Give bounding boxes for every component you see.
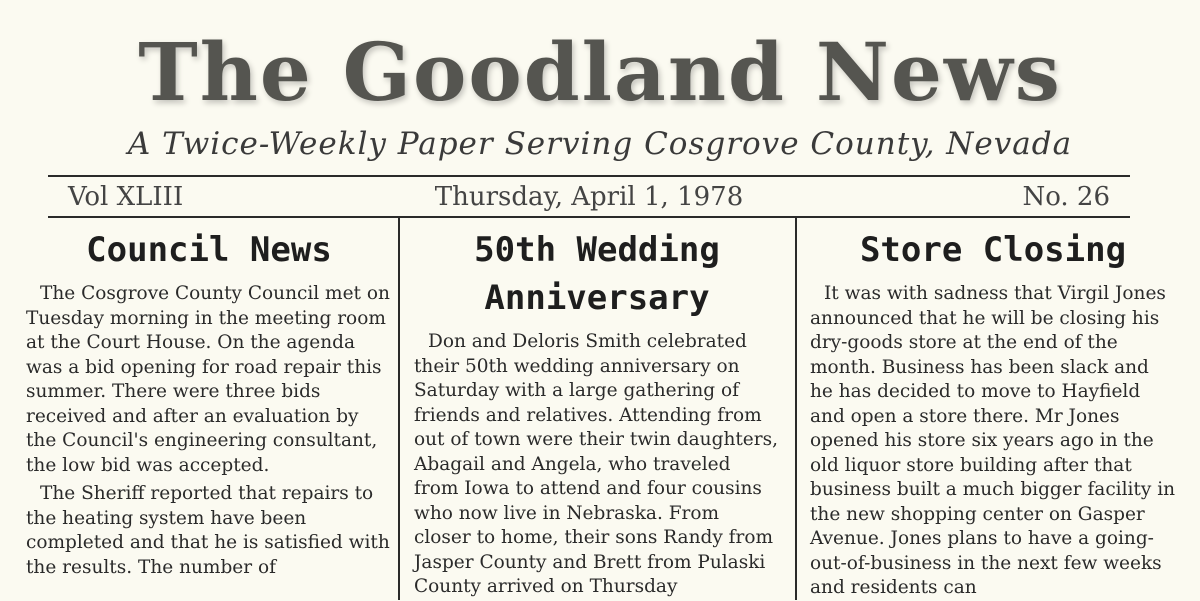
column-divider: [795, 216, 797, 600]
article-paragraph: Don and Deloris Smith celebrated their 50th wedding anniversary on Saturday with a large gathering of friends and relatives. Attending from out of town were their twin daughters, Abagail and Angela, who traveled from Iowa to attend and four cousins who now live in Nebraska. From closer to home, their sons Randy from Jasper County and Brett from Pulaski County arrived on Thursday: [414, 331, 778, 597]
newspaper-tagline: A Twice-Weekly Paper Serving Cosgrove County, Nevada: [127, 126, 1073, 162]
newspaper-title: The Goodland News: [138, 25, 1062, 119]
article-paragraph: It was with sadness that Virgil Jones announced that he will be closing his dry-goods store at the end of the month. Business has been slack and he has decided to move to Hayfield and open a store there. Mr Jones opened his store six years ago in the old liquor store building after that business built a much bigger facility in the new shopping center on Gasper Avenue. Jones plans to have a going-out-of-business in the next few weeks and residents can: [810, 283, 1176, 598]
article-paragraph: The Sheriff reported that repairs to the heating system have been completed and that he is satisfied with the results. The number of: [26, 483, 390, 578]
issue-date: Thursday, April 1, 1978: [434, 182, 744, 212]
article-wedding-anniversary: [414, 226, 780, 600]
volume-label: Vol XLIII: [68, 182, 184, 212]
article-headline: Council News: [86, 230, 332, 270]
issue-number: No. 26: [1022, 182, 1110, 212]
bottom-rule: [48, 216, 1130, 218]
article-store-closing: [810, 226, 1176, 601]
dateline: [48, 178, 1130, 216]
article-headline: Store Closing: [859, 230, 1127, 270]
article-council-news: [26, 226, 392, 580]
article-paragraph: The Cosgrove County Council met on Tuesday morning in the meeting room at the Court House. On the agenda was a bid opening for road repair this summer. There were three bids received and after an evaluation by the Council's engineering consultant, the low bid was accepted.: [26, 283, 390, 476]
article-headline: 50th Wedding Anniversary: [474, 230, 720, 318]
column-divider: [398, 216, 400, 600]
top-rule: [48, 175, 1130, 177]
